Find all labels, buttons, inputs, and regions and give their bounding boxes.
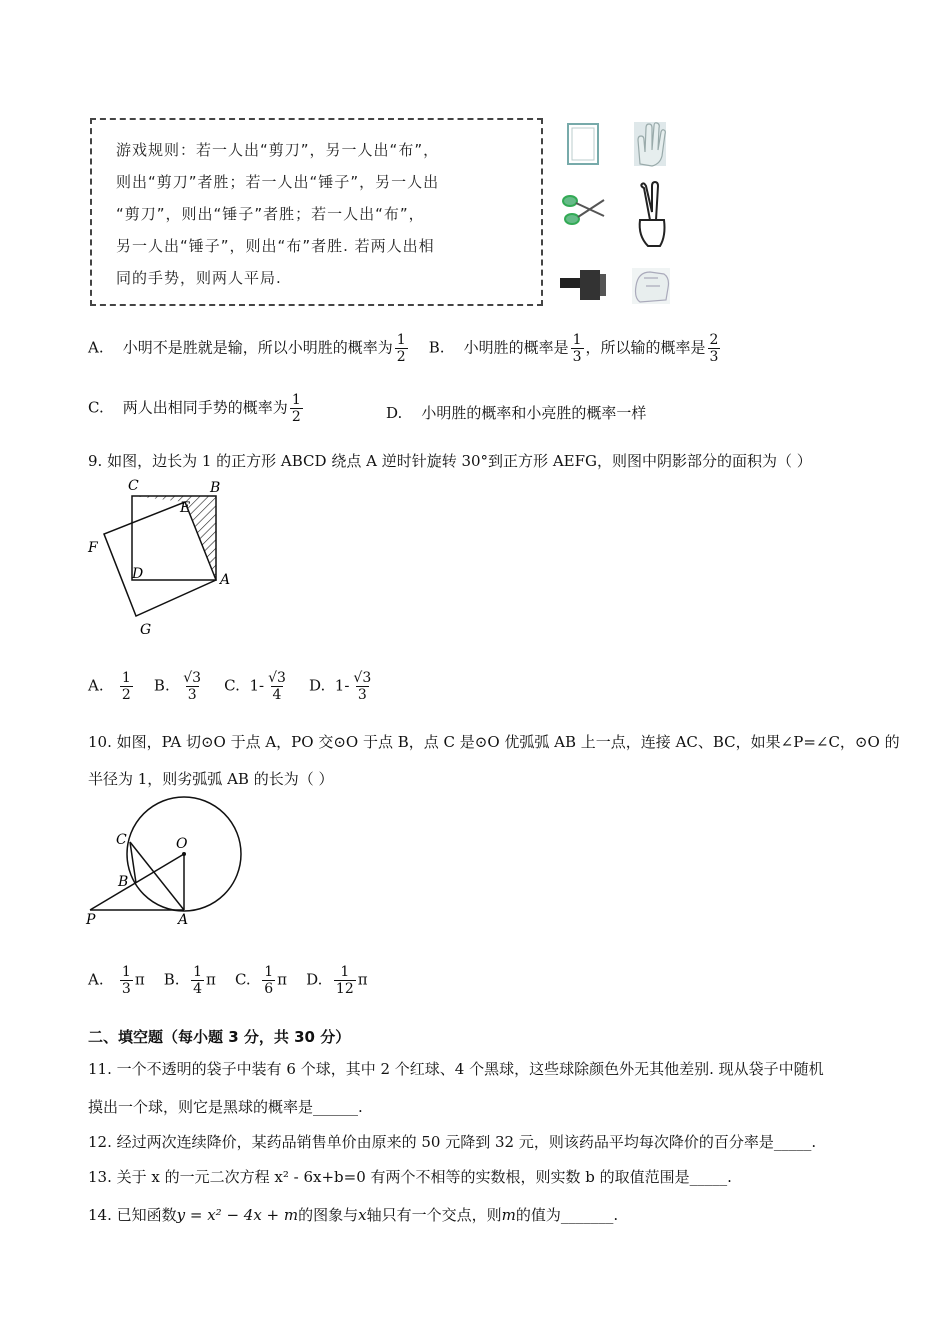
option-label: B. [163, 970, 180, 989]
section-title: 二、填空题（每小题 3 分，共 30 分） [88, 1028, 351, 1046]
open-hand-icon [634, 122, 666, 166]
point-label: D [132, 566, 144, 582]
q11-line2: 摸出一个球，则它是黑球的概率是______. [88, 1098, 363, 1116]
fraction: $\frac{√3}{4}$ [268, 670, 286, 703]
q12-text: 12. 经过两次连续降价，某药品销售单价由原来的 50 元降到 32 元，则该药品平均每次降价的百分率是_____. [88, 1133, 817, 1151]
fraction: $\frac{√3}{3}$ [353, 670, 372, 703]
rules-line: 同的手势，则两人平局. [116, 269, 282, 287]
fraction: $\frac{1}{12}$ [335, 964, 354, 997]
fraction: $\frac{1}{3}$ [121, 964, 131, 997]
option-label: C. [234, 970, 251, 989]
q10-figure [84, 796, 248, 932]
option-label: A. [88, 970, 104, 989]
fraction: $\frac{1}{2}$ [396, 332, 406, 365]
q14-mid2: 轴只有一个交点，则 [366, 1206, 502, 1224]
option-label: D. [306, 970, 323, 989]
shaded-region [132, 496, 216, 580]
pi-symbol: π [134, 970, 145, 989]
rules-line: 另一人出“锤子”，则出“布”者胜. 若两人出相 [116, 237, 435, 255]
victory-hand-icon [640, 182, 665, 246]
fist-icon [632, 268, 670, 304]
q8-options-ab [88, 332, 722, 365]
q8-option-d [386, 402, 646, 423]
point-label: A [178, 912, 189, 928]
q14-x: x [358, 1206, 367, 1224]
fraction: $\frac{1}{4}$ [193, 964, 203, 997]
hammer-icon [560, 270, 606, 300]
option-label: D. [308, 676, 326, 695]
pi-symbol: π [357, 970, 368, 989]
q13-text: 13. 关于 x 的一元二次方程 x² - 6x+b=0 有两个不相等的实数根，则实数 b 的取值范围是_____. [88, 1168, 732, 1186]
fraction: $\frac{1}{3}$ [572, 332, 582, 365]
q14-post: 的值为_______. [515, 1206, 619, 1224]
q10-options [88, 964, 368, 997]
point-label: O [176, 836, 188, 852]
q14-text [88, 1204, 618, 1225]
center-point [182, 852, 186, 856]
q9-figure [84, 476, 244, 640]
q14-prefix: 14. 已知函数 [88, 1206, 177, 1224]
point-label: G [140, 622, 152, 638]
option-label: D. [386, 404, 403, 422]
option-label: B. [153, 676, 170, 695]
point-label: B [118, 874, 129, 890]
point-label: B [210, 480, 221, 496]
point-label: F [88, 540, 98, 556]
q10-stem-line1: 10. 如图，PA 切⊙O 于点 A，PO 交⊙O 于点 B，点 C 是⊙O 优弧弧 AB 上一点，连接 AC、BC，如果∠P=∠C，⊙O 的 [88, 733, 900, 751]
fraction: $\frac{2}{3}$ [709, 332, 719, 365]
q14-formula: y = x² − 4x + m [176, 1206, 299, 1224]
gesture-pictures [560, 116, 675, 311]
q11-line1: 11. 一个不透明的袋子中装有 6 个球，其中 2 个红球、4 个黑球，这些球除颜色外无其他差别. 现从袋子中随机 [88, 1060, 824, 1078]
cloth-icon [568, 124, 598, 164]
option-prefix: 1- [249, 676, 265, 695]
point-label: E [180, 500, 191, 516]
option-label: C. [224, 676, 240, 695]
q8-option-b-text: ，所以输的概率是 [585, 338, 706, 357]
q8-option-d-text: 小明胜的概率和小亮胜的概率一样 [421, 404, 647, 422]
q8-option-b-text: 小明胜的概率是 [463, 338, 569, 357]
scissors-icon [563, 196, 604, 224]
rules-line: “剪刀”，则出“锤子”者胜；若一人出“布”， [116, 205, 425, 223]
segment-po [90, 854, 184, 910]
option-label: C. [88, 398, 104, 417]
rules-line: 则出“剪刀”者胜；若一人出“锤子”，另一人出 [116, 173, 440, 191]
segment-ca [130, 842, 184, 910]
fraction: $\frac{1}{6}$ [264, 964, 274, 997]
fraction: $\frac{√3}{3}$ [183, 670, 202, 703]
q9-options [88, 670, 375, 703]
fraction: $\frac{1}{2}$ [291, 392, 301, 425]
point-label: C [116, 832, 127, 848]
point-label: A [220, 572, 231, 588]
game-rules-box [90, 118, 543, 306]
pi-symbol: π [277, 970, 288, 989]
q8-option-c-text: 两人出相同手势的概率为 [122, 398, 288, 417]
point-label: C [128, 478, 139, 494]
q14-m: m [501, 1206, 516, 1224]
q14-mid: 的图象与 [298, 1206, 359, 1224]
rules-line: 游戏规则：若一人出“剪刀”，另一人出“布”， [116, 141, 440, 159]
q8-option-a-text: 小明不是胜就是输，所以小明胜的概率为 [122, 338, 393, 357]
q8-options-cd [88, 392, 305, 425]
q9-stem: 9. 如图，边长为 1 的正方形 ABCD 绕点 A 逆时针旋转 30°到正方形 AEFG，则图中阴影部分的面积为（ ） [88, 452, 812, 470]
pi-symbol: π [206, 970, 216, 989]
point-label: P [86, 912, 96, 928]
option-label: A. [88, 338, 104, 357]
fraction: $\frac{1}{2}$ [121, 670, 131, 703]
option-prefix: 1- [334, 676, 350, 695]
option-label: B. [428, 338, 445, 357]
option-label: A. [88, 676, 104, 695]
q10-stem-line2: 半径为 1，则劣弧弧 AB 的长为（ ） [88, 770, 334, 788]
